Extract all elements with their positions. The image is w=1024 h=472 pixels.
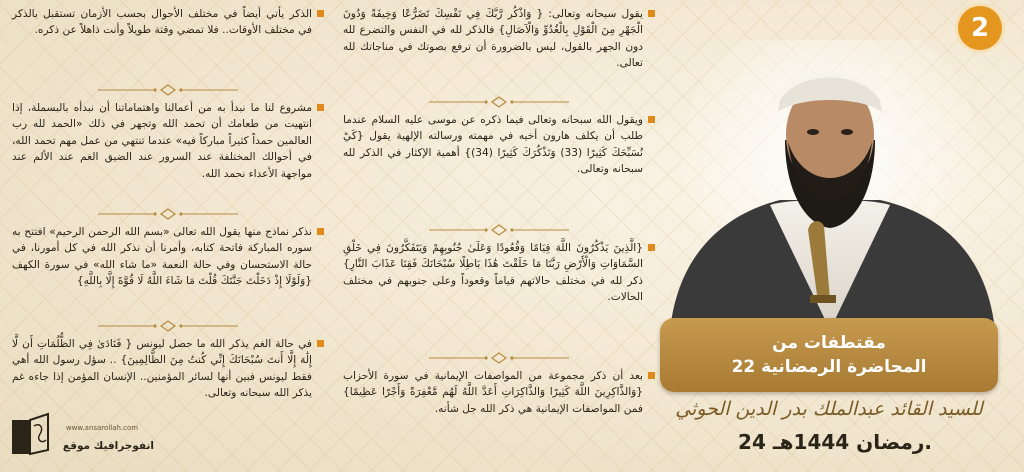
credit-label: انفوجرافيك موقع xyxy=(62,440,154,452)
paragraph xyxy=(12,100,324,204)
paragraph xyxy=(343,368,655,458)
paragraph-text: يقول سبحانه وتعالى: { وَاذْكُر رَّبَّكَ فِي نَفْسِكَ تَضَرُّعًا وَخِيفَةً وَدُونَ الْجَهْرِ مِنَ الْقَوْلِ بِالْغُدُوِّ وَالْآصَالِ} فالذكر لله في النفس والتضرع لله دون الجهر بالقول، ليس بالضرورة أن ترفع بصوتك في مناجاتك لله تعالى. xyxy=(343,8,643,70)
bullet-icon xyxy=(648,372,655,379)
ornament-divider xyxy=(343,220,655,240)
paragraph xyxy=(343,112,655,220)
bullet-icon xyxy=(317,340,324,347)
title-banner xyxy=(660,318,998,392)
ornament-divider xyxy=(343,92,655,112)
paragraph xyxy=(343,240,655,348)
speaker-portrait xyxy=(660,40,1000,330)
ornament-divider xyxy=(12,80,324,100)
paragraph xyxy=(12,224,324,316)
paragraph-text: مشروع لنا ما نبدأ به من أعمالنا واهتماماتنا أن نبدأه بالبسملة، إذا انتهيت من طعامك أن تحمد الله وتجهر في ذلك «الحمد لله رب العالمين حمداً كثيراً مباركاً فيه» عندما تنتهي من عمل مهم تحمد الله، في أحوالك المختلفة عند السرور عند الضيق الغم عند الألم عند مواجهة الأعداء نحمد الله. xyxy=(12,102,312,180)
ansarollah-logo-icon xyxy=(8,410,52,462)
number-badge: 2 xyxy=(958,6,1002,50)
ornament-divider xyxy=(343,348,655,368)
ornament-divider xyxy=(12,204,324,224)
title-line-2: المحاضرة الرمضانية 22 xyxy=(731,357,927,377)
bullet-icon xyxy=(317,104,324,111)
bullet-icon xyxy=(317,10,324,17)
paragraph-text: بعد أن ذكر مجموعة من المواصفات الإيمانية في سورة الأحزاب {وَالذَّاكِرِينَ اللَّهَ كَثِيرًا وَالذَّاكِرَاتِ أَعَدَّ اللَّهُ لَهُم مَّغْفِرَةً وَأَجْرًا عَظِيمًا} فمن المواصفات الإيمانية هي ذكر الله جل شأنه. xyxy=(343,370,643,415)
paragraph xyxy=(12,336,324,454)
paragraph-text: ويقول الله سبحانه وتعالى فيما ذكره عن موسى عليه السلام عندما طلب أن يكلف هارون أخيه في مهمته ورسالته الإلهية يقول {كَيْ نُسَبِّحَكَ كَثِيرًا (33) وَنَذْكُرَكَ كَثِيرًا (34)} أهمية الإكثار في الذكر لله سبحانه وتعالى. xyxy=(343,114,643,176)
paragraph-text: الذكر يأتي أيضاً في مختلف الأحوال بحسب الأزمان تستقبل بالذكر في مختلف الأوقات.. فلا تمضي وقتة طويلاً وأنت ذاهلاً عن ذكره. xyxy=(12,8,312,37)
bullet-icon xyxy=(648,10,655,17)
paragraph-text: نذكر نماذج منها يقول الله تعالى «بسم الله الرحمن الرحيم» افتتح به سوره المباركة فاتحة كتابه، وأمرنا أن نذكر الله في كل أمورنا، في حالة الاستحسان وفي حالة النعمة «ما شاء الله» في سورة الكهف {وَلَوْلَا إِذْ دَخَلْتَ جَنَّتَكَ قُلْتَ مَا شَاءَ اللَّهُ لَا قُوَّةَ إِلَّا بِاللَّهِ} xyxy=(12,226,312,288)
paragraph xyxy=(12,6,324,80)
speaker-caption: للسيد القائد عبدالملك بدر الدين الحوثي xyxy=(675,398,983,420)
text-column-left xyxy=(12,6,324,454)
bullet-icon xyxy=(648,244,655,251)
title-line-1: مقتطفات من xyxy=(772,333,886,353)
paragraph xyxy=(343,6,655,92)
ornament-divider xyxy=(12,316,324,336)
bullet-icon xyxy=(317,228,324,235)
paragraph-text: في حالة الغم يذكر الله ما حصل ليونس { فَنَادَىٰ فِي الظُّلُمَاتِ أَن لَّا إِلَٰهَ إِلَّا أَنتَ سُبْحَانَكَ إِنِّي كُنتُ مِنَ الظَّالِمِينَ} .. سؤل رسول الله أهي فقط ليونس فبين أنها لسائر المؤمنين.. الإنسان المؤمن إذا جاءه غم يذكر الله سبحانه وتعالى. xyxy=(12,338,312,400)
site-url: www.ansarollah.com xyxy=(65,424,139,432)
paragraph-text: {الَّذِينَ يَذْكُرُونَ اللَّهَ قِيَامًا وَقُعُودًا وَعَلَىٰ جُنُوبِهِمْ وَيَتَفَكَّرُونَ فِي خَلْقِ السَّمَاوَاتِ وَالْأَرْضِ رَبَّنَا مَا خَلَقْتَ هَٰذَا بَاطِلًا سُبْحَانَكَ فَقِنَا عَذَابَ النَّارِ} ذكر لله في مختلف حالاتهم قياماً وقعوداً وعلى جنوبهم في مختلف الحالات. xyxy=(343,242,643,304)
text-column-right xyxy=(343,6,655,458)
bullet-icon xyxy=(648,116,655,123)
lecture-date: 24 رمضان 1444هـ. xyxy=(738,430,932,454)
